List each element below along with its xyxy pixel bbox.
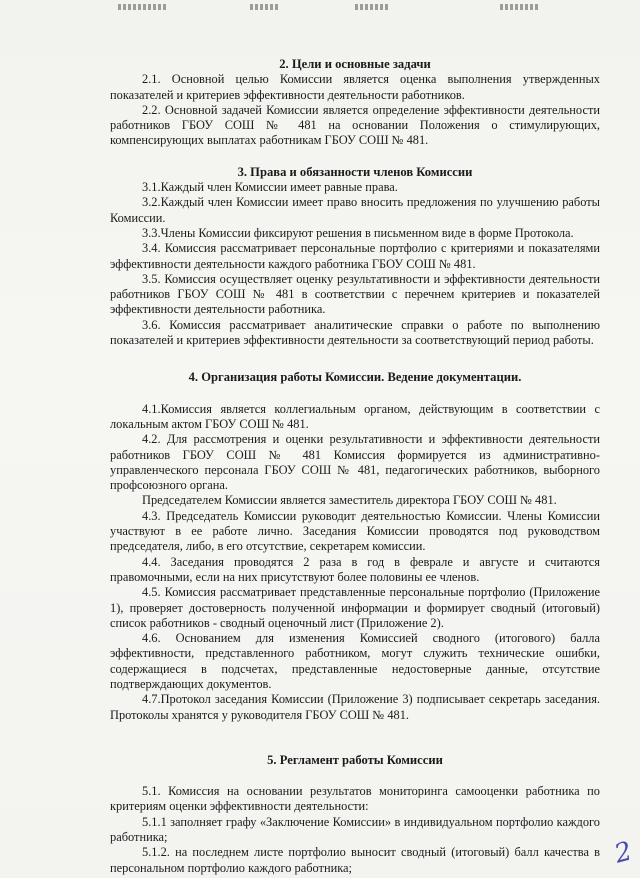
paragraph: 4.3. Председатель Комиссии руководит деятельностью Комиссии. Члены Комиссии участвуют в ее работе лично. Заседания Комиссии проводятся под руководством председателя, либо, в его отсутствие, секретарем комиссии.	[110, 508, 600, 554]
paragraph: 4.4. Заседания проводятся 2 раза в год в феврале и августе и считаются правомочными, если на них присутствуют более половины ее членов.	[110, 554, 600, 584]
paragraph: 5.1.2. на последнем листе портфолио выносит сводный (итоговый) балл качества в персональном портфолио каждого работника;	[110, 845, 600, 875]
paragraph: 3.3.Члены Комиссии фиксируют решения в письменном виде в форме Протокола.	[142, 225, 574, 240]
binder-hole-mark	[355, 4, 389, 10]
paragraph: 4.1.Комиссия является коллегиальным органом, действующим в соответствии с локальным актом ГБОУ СОШ № 481.	[110, 401, 600, 431]
paragraph: 5.1. Комиссия на основании результатов мониторинга самооценки работника по критериям оценки эффективности деятельности:	[110, 784, 600, 814]
paragraph: 2.2. Основной задачей Комиссии является определение эффективности деятельности работников ГБОУ СОШ № 481 на основании Положения о стимулирующих, компенсирующих выплатах работникам ГБОУ СОШ № 481.	[110, 102, 600, 148]
paragraph: 3.5. Комиссия осуществляет оценку результативности и эффективности деятельности работников ГБОУ СОШ № 481 в соответствии с перечнем критериев и показателей эффективности деятельности работника.	[110, 271, 600, 317]
paragraph: 3.2.Каждый член Комиссии имеет право вносить предложения по улучшению работы Комиссии.	[110, 195, 600, 225]
section-heading: 2. Цели и основные задачи	[279, 57, 431, 71]
paragraph: 3.6. Комиссия рассматривает аналитические справки о работе по выполнению показателей и критериев эффективности деятельности за соответствующий период работы.	[110, 317, 600, 348]
paragraph: 4.6. Основанием для изменения Комиссией сводного (итогового) балла эффективности, представленного работником, могут служить технические ошибки, содержащиеся в подсчетах, представленные недостоверные данные, отсутствие подтверждающих документов.	[110, 631, 600, 691]
document-body	[110, 57, 600, 876]
paragraph: 3.4. Комиссия рассматривает персональные портфолио с критериями и показателями эффективности деятельности каждого работника ГБОУ СОШ № 481.	[110, 241, 600, 271]
paragraph: 4.5. Комиссия рассматривает представленные персональные портфолио (Приложение 1), проверяет достоверность полученной информации и формирует сводный (итоговый) список работников - сводный оценочный лист (Приложение 2).	[110, 585, 600, 630]
binder-hole-mark	[118, 4, 168, 10]
section-heading: 5. Регламент работы Комиссии	[267, 752, 443, 767]
paragraph: Председателем Комиссии является заместитель директора ГБОУ СОШ № 481.	[142, 493, 557, 508]
paragraph: 3.1.Каждый член Комиссии имеет равные права.	[142, 180, 398, 195]
section-heading: 4. Организация работы Комиссии. Ведение документации.	[188, 370, 522, 385]
page-number: 2	[611, 836, 636, 870]
paragraph: 5.1.1 заполняет графу «Заключение Комиссии» в индивидуальном портфолио каждого работника;	[110, 814, 600, 845]
paragraph: 4.7.Протокол заседания Комиссии (Приложение 3) подписывает секретарь заседания. Протоколы хранятся у руководителя ГБОУ СОШ № 481.	[110, 692, 600, 722]
paragraph: 4.2. Для рассмотрения и оценки результативности и эффективности деятельности работников ГБОУ СОШ № 481 Комиссия формируется из административно-управленческого персонала ГБОУ СОШ № 481, педагогических работников, выборного профсоюзного органа.	[110, 432, 600, 493]
section-heading: 3. Права и обязанности членов Комиссии	[237, 164, 473, 179]
paragraph: 2.1. Основной целью Комиссии является оценка выполнения утвержденных показателей и критериев эффективности деятельности работников.	[110, 72, 600, 102]
binder-hole-mark	[250, 4, 280, 10]
binder-hole-mark	[500, 4, 540, 10]
